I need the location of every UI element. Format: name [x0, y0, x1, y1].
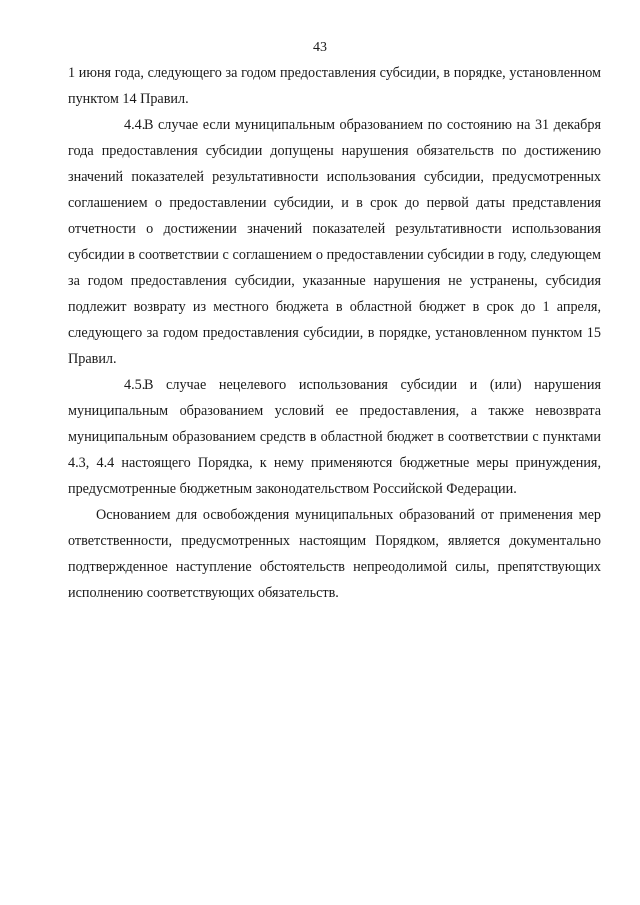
paragraph-text: В случае нецелевого использования субсидии и (или) нарушения муниципальным образованием условий ее предоставления, а также невозврата муниципальным образованием средств в областной бюджет в соответствии с пунктами 4.3, 4.4 настоящего Порядка, к нему применяются бюджетные меры принуждения, предусмотренные бюджетным законодательством Российской Федерации. [68, 377, 601, 497]
paragraph-exemption [68, 502, 601, 606]
paragraph-4-5 [68, 372, 601, 502]
paragraph-4-4 [68, 112, 601, 372]
document-body [68, 60, 601, 606]
paragraph-continuation [68, 60, 601, 112]
page-number: 43 [313, 40, 327, 55]
paragraph-text: Основанием для освобождения муниципальных образований от применения мер ответственности, предусмотренных настоящим Порядком, является документально подтвержденное наступление обстоятельств непреодолимой силы, препятствующих исполнению соответствующих обязательств. [68, 507, 601, 601]
paragraph-number: 4.4. [124, 117, 146, 133]
paragraph-text: 1 июня года, следующего за годом предоставления субсидии, в порядке, установленном пунктом 14 Правил. [68, 65, 601, 107]
paragraph-number: 4.5. [124, 377, 146, 393]
paragraph-text: В случае если муниципальным образованием по состоянию на 31 декабря года предоставления субсидии допущены нарушения обязательств по достижению значений показателей результативности использования субсидии, предусмотренных соглашением о предоставлении субсидии, и в срок до первой даты представления отчетности о достижении значений показателей результативности использования субсидии в соответствии с соглашением о предоставлении субсидии в году, следующем за годом предоставления субсидии, указанные нарушения не устранены, субсидия подлежит возврату из местного бюджета в областной бюджет в срок до 1 апреля, следующего за годом предоставления субсидии, в порядке, установленном пунктом 15 Правил. [68, 117, 601, 367]
